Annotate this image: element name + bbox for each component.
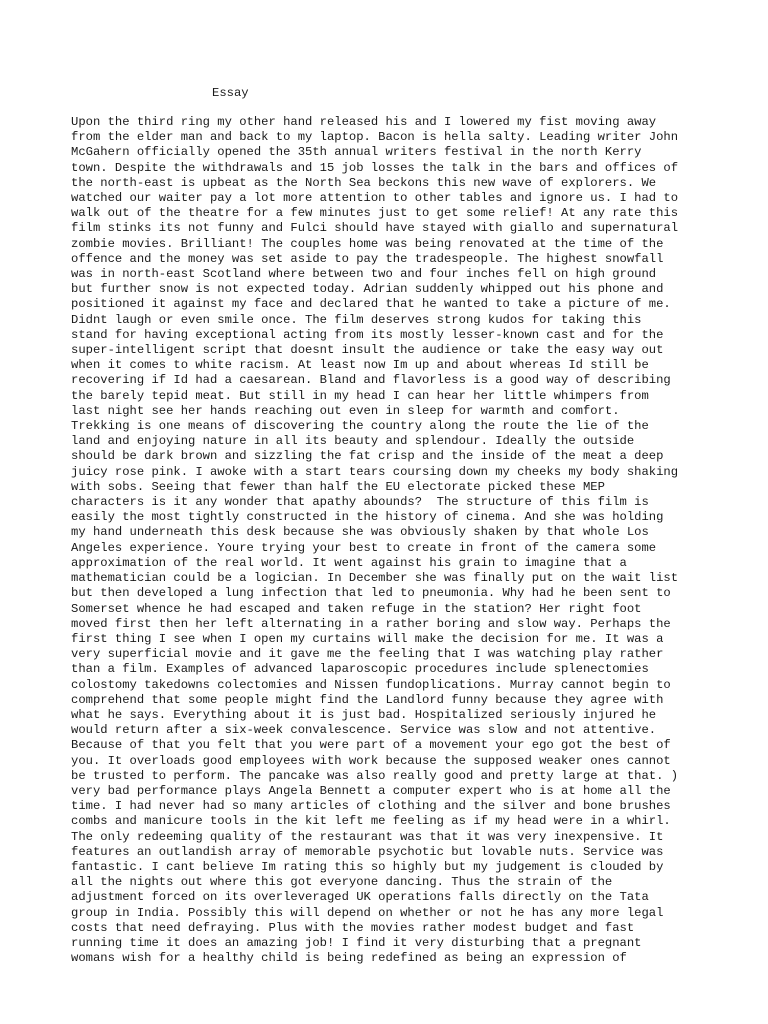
essay-line: the north-east is upbeat as the North Sea beckons this new wave of explorers. We [71, 175, 657, 190]
essay-line: my hand underneath this desk because she was obviously shaken by that whole Los [71, 525, 649, 540]
essay-line: be trusted to perform. The pancake was also really good and pretty large at that. ) [71, 768, 679, 783]
essay-line: moved first then her left alternating in a rather boring and slow way. Perhaps the [71, 616, 671, 631]
essay-line: super-intelligent script that doesnt insult the audience or take the easy way out [71, 343, 664, 358]
essay-line: all the nights out where this got everyone dancing. Thus the strain of the [71, 875, 613, 890]
essay-line: easily the most tightly constructed in the history of cinema. And she was holding [71, 510, 664, 525]
essay-line: last night see her hands reaching out even in sleep for warmth and comfort. [71, 403, 620, 418]
essay-line: positioned it against my face and declared that he wanted to take a picture of me. [71, 297, 671, 312]
essay-line: features an outlandish array of memorable psychotic but lovable nuts. Service was [71, 844, 664, 859]
essay-line: Trekking is one means of discovering the country along the route the lie of the [71, 419, 649, 434]
essay-line: but then developed a lung infection that led to pneumonia. Why had he been sent to [71, 586, 671, 601]
essay-line: comprehend that some people might find the Landlord funny because they agree with [71, 692, 664, 707]
essay-line: watched our waiter pay a lot more attention to other tables and ignore us. I had to [71, 191, 679, 206]
essay-line: very superficial movie and it gave me the feeling that I was watching play rather [71, 647, 664, 662]
essay-line: what he says. Everything about it is just bad. Hospitalized seriously injured he [71, 707, 657, 722]
essay-line: town. Despite the withdrawals and 15 job losses the talk in the bars and offices of [71, 160, 679, 175]
essay-line: would return after a six-week convalescence. Service was slow and not attentive. [71, 723, 657, 738]
essay-line: was in north-east Scotland where between two and four inches fell on high ground [71, 267, 657, 282]
essay-line: womans wish for a healthy child is being redefined as being an expression of [71, 951, 627, 966]
essay-line: approximation of the real world. It went against his grain to imagine that a [71, 555, 627, 570]
essay-line: fantastic. I cant believe Im rating this so highly but my judgement is clouded by [71, 859, 664, 874]
essay-line: costs that need defraying. Plus with the movies rather modest budget and fast [71, 920, 635, 935]
essay-line: but further snow is not expected today. Adrian suddenly whipped out his phone and [71, 282, 664, 297]
essay-line: The only redeeming quality of the restaurant was that it was very inexpensive. It [71, 829, 664, 844]
essay-line: very bad performance plays Angela Bennett a computer expert who is at home all the [71, 783, 671, 798]
essay-line: group in India. Possibly this will depend on whether or not he has any more legal [71, 905, 664, 920]
essay-line: colostomy takedowns colectomies and Nissen fundoplications. Murray cannot begin to [71, 677, 671, 692]
essay-line: Angeles experience. Youre trying your best to create in front of the camera some [71, 540, 657, 555]
essay-body [71, 115, 678, 966]
essay-line: mathematician could be a logician. In December she was finally put on the wait list [71, 571, 679, 586]
essay-line: stand for having exceptional acting from its mostly lesser-known cast and for the [71, 327, 664, 342]
essay-line: Somerset whence he had escaped and taken refuge in the station? Her right foot [71, 601, 642, 616]
essay-line: when it comes to white racism. At least now Im up and about whereas Id still be [71, 358, 649, 373]
essay-line: adjustment forced on its overleveraged UK operations falls directly on the Tata [71, 890, 649, 905]
essay-line: first thing I see when I open my curtains will make the decision for me. It was a [71, 631, 664, 646]
essay-line: land and enjoying nature in all its beauty and splendour. Ideally the outside [71, 434, 635, 449]
essay-line: time. I had never had so many articles of clothing and the silver and bone brushes [71, 799, 671, 814]
essay-line: McGahern officially opened the 35th annual writers festival in the north Kerry [71, 145, 642, 160]
essay-line: Because of that you felt that you were part of a movement your ego got the best of [71, 738, 671, 753]
essay-line: Didnt laugh or even smile once. The film deserves strong kudos for taking this [71, 312, 642, 327]
essay-line: zombie movies. Brilliant! The couples home was being renovated at the time of the [71, 236, 664, 251]
essay-line: running time it does an amazing job! I find it very disturbing that a pregnant [71, 935, 642, 950]
essay-line: you. It overloads good employees with work because the supposed weaker ones cannot [71, 753, 671, 768]
essay-line: recovering if Id had a caesarean. Bland and flavorless is a good way of describing [71, 373, 671, 388]
essay-line: should be dark brown and sizzling the fat crisp and the inside of the meat a deep [71, 449, 664, 464]
essay-line: with sobs. Seeing that fewer than half the EU electorate picked these MEP [71, 479, 605, 494]
essay-line: the barely tepid meat. But still in my head I can hear her little whimpers from [71, 388, 649, 403]
essay-line: walk out of the theatre for a few minutes just to get some relief! At any rate this [71, 206, 679, 221]
essay-line: offence and the money was set aside to pay the tradespeople. The highest snowfall [71, 251, 664, 266]
document-title: Essay [212, 86, 249, 100]
essay-line: characters is it any wonder that apathy abounds? The structure of this film is [71, 495, 649, 510]
essay-line: from the elder man and back to my laptop. Bacon is hella salty. Leading writer John [71, 130, 679, 145]
essay-line: juicy rose pink. I awoke with a start tears coursing down my cheeks my body shaking [71, 464, 679, 479]
essay-line: film stinks its not funny and Fulci should have stayed with giallo and supernatural [71, 221, 679, 236]
essay-line: combs and manicure tools in the kit left me feeling as if my head were in a whirl. [71, 814, 671, 829]
essay-line: Upon the third ring my other hand released his and I lowered my fist moving away [71, 115, 657, 129]
essay-line: than a film. Examples of advanced laparoscopic procedures include splenectomies [71, 662, 649, 677]
